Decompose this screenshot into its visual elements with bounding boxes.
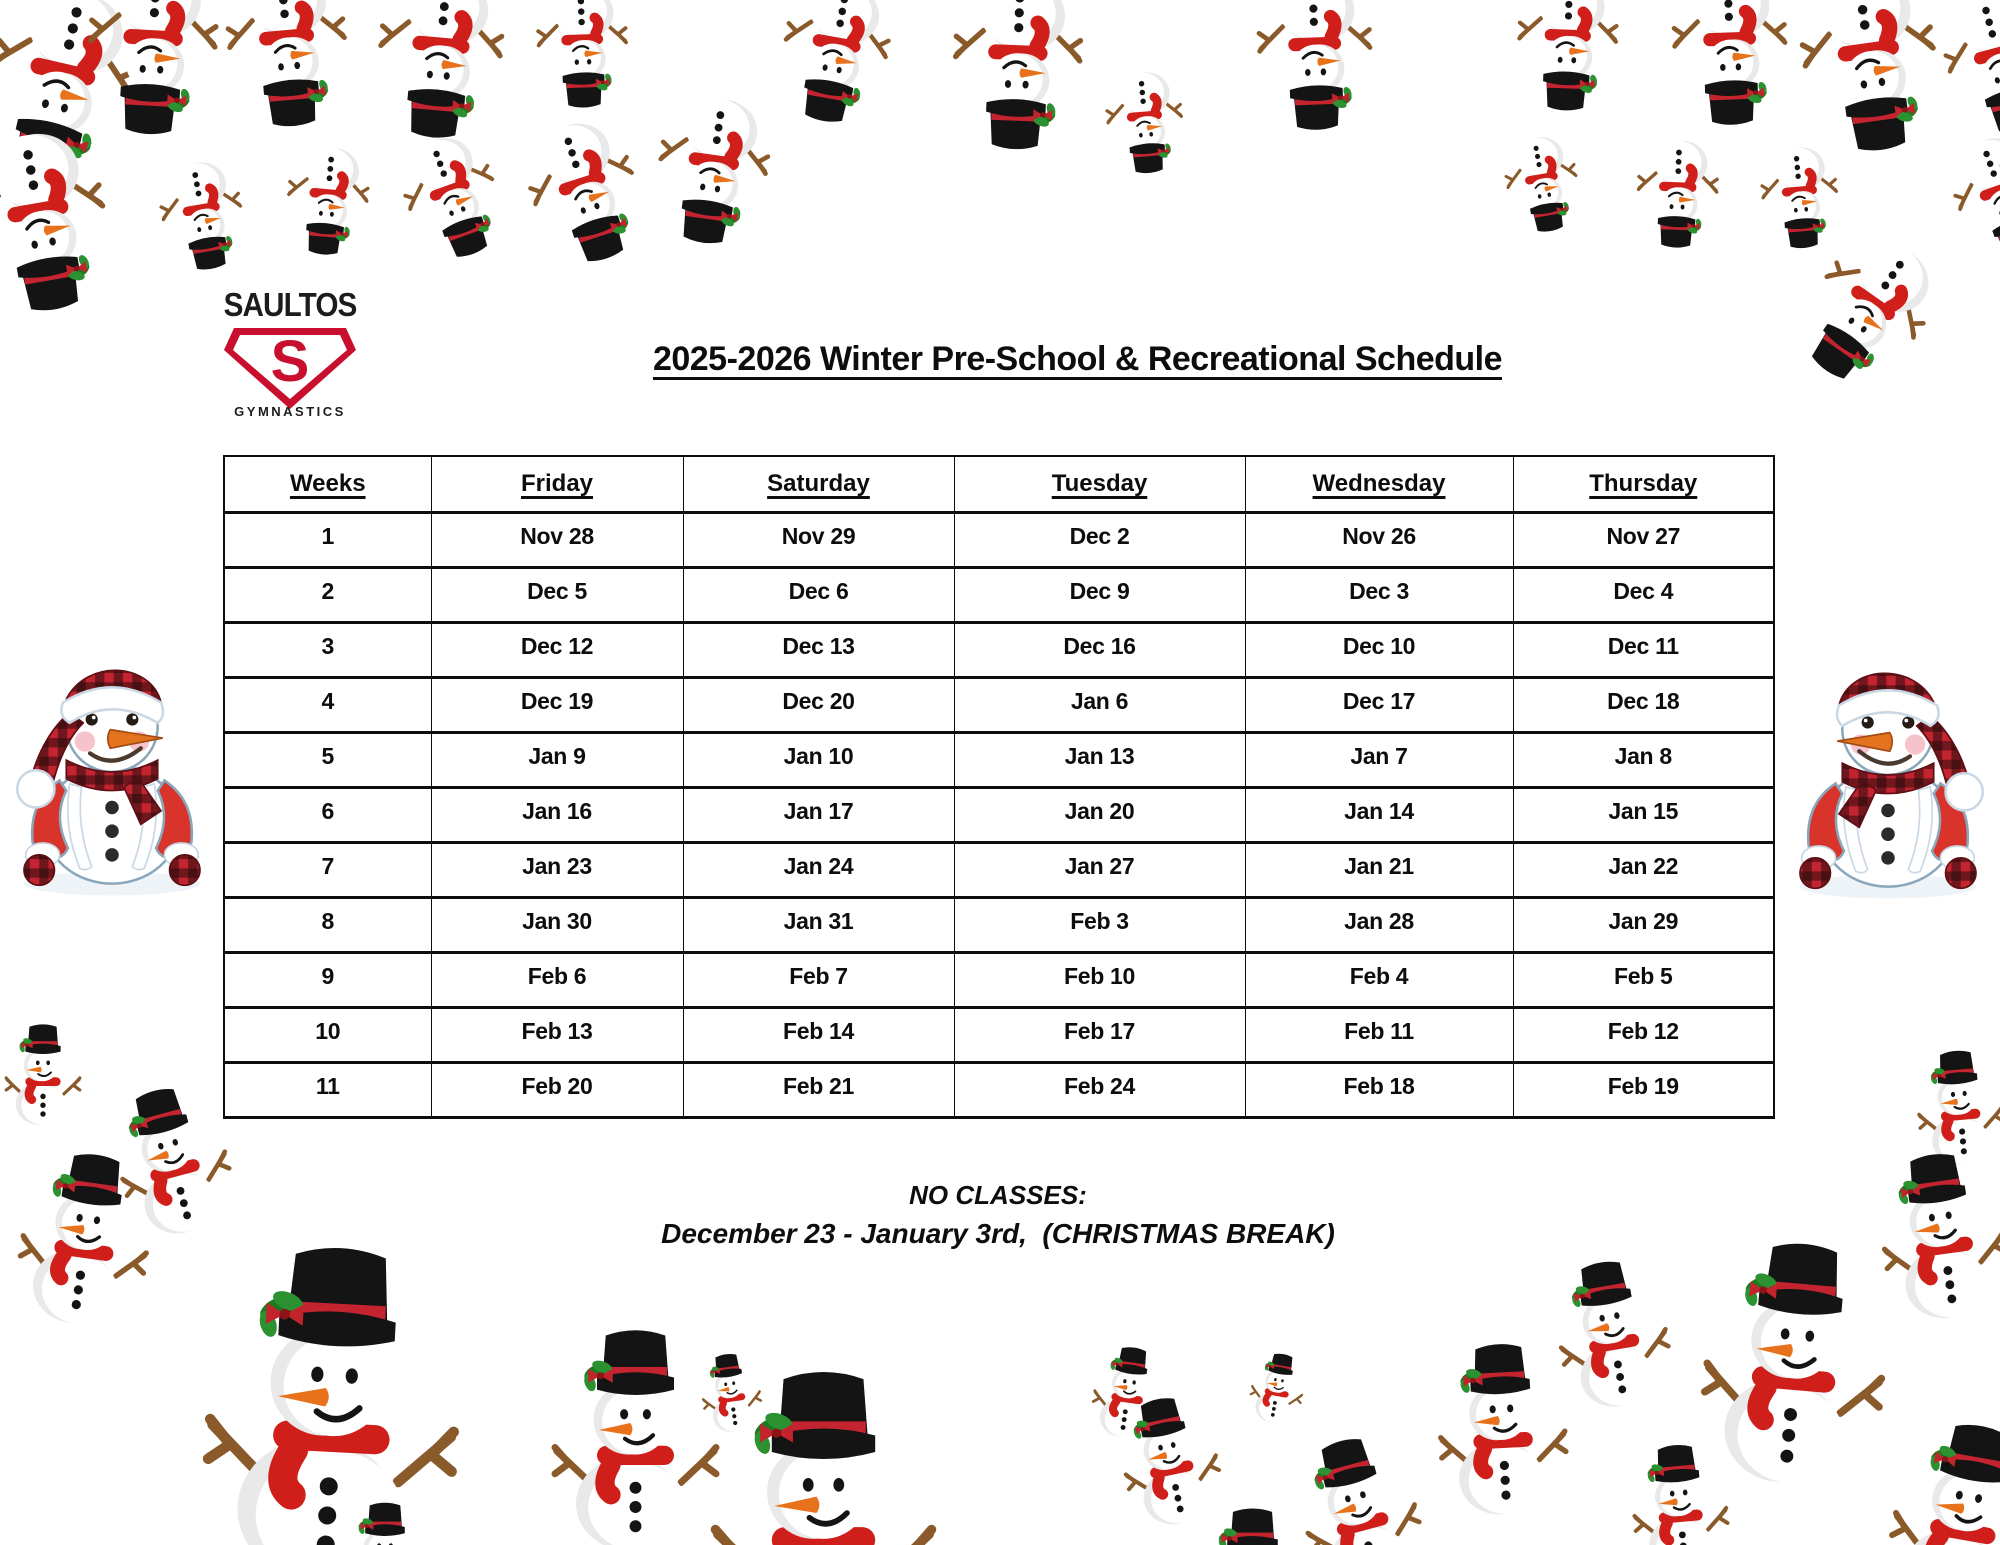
table-row — [224, 513, 1774, 568]
snowman-icon — [1910, 1044, 2000, 1170]
date-cell: Jan 14 — [1245, 788, 1513, 843]
inverted-snowman-icon — [0, 119, 125, 325]
date-cell: Jan 24 — [683, 843, 954, 898]
inverted-snowman-icon — [280, 142, 374, 261]
date-cell: Feb 12 — [1513, 1008, 1774, 1063]
week-cell: 11 — [224, 1063, 431, 1118]
table-row — [224, 678, 1774, 733]
date-cell: Feb 13 — [431, 1008, 683, 1063]
date-cell: Dec 11 — [1513, 623, 1774, 678]
schedule-table — [223, 455, 1775, 1119]
inverted-snowman-icon — [645, 88, 780, 254]
snowman-icon — [695, 1348, 768, 1438]
date-cell: Feb 3 — [954, 898, 1245, 953]
date-cell: Feb 14 — [683, 1008, 954, 1063]
date-cell: Feb 18 — [1245, 1063, 1513, 1118]
date-cell: Dec 13 — [683, 623, 954, 678]
page-title: 2025-2026 Winter Pre-School & Recreational Schedule — [652, 340, 1503, 378]
no-classes-heading: NO CLASSES: — [909, 1180, 1087, 1210]
snowman-icon — [1543, 1249, 1683, 1418]
inverted-snowman-icon — [80, 0, 224, 142]
inverted-snowman-icon — [386, 123, 518, 273]
plaid-snowman-icon — [1778, 648, 1998, 902]
inverted-snowman-icon — [768, 0, 902, 134]
date-cell: Feb 11 — [1245, 1008, 1513, 1063]
inverted-snowman-icon — [510, 107, 659, 279]
table-row — [224, 1063, 1774, 1118]
schedule-table-body — [224, 513, 1774, 1118]
date-cell: Dec 3 — [1245, 568, 1513, 623]
snowman-icon — [1624, 1438, 1735, 1545]
inverted-snowman-icon — [1756, 142, 1845, 254]
date-cell: Dec 17 — [1245, 678, 1513, 733]
snowman-icon — [1195, 1505, 1310, 1545]
plaid-snowman-icon — [2, 645, 222, 899]
date-cell: Feb 4 — [1245, 953, 1513, 1008]
table-row — [224, 843, 1774, 898]
date-cell: Feb 6 — [431, 953, 683, 1008]
date-cell: Dec 12 — [431, 623, 683, 678]
date-cell: Nov 26 — [1245, 513, 1513, 568]
date-cell: Feb 17 — [954, 1008, 1245, 1063]
table-row — [224, 1008, 1774, 1063]
snowman-icon — [1867, 1142, 2000, 1330]
date-cell: Dec 16 — [954, 623, 1245, 678]
week-cell: 7 — [224, 843, 431, 898]
inverted-snowman-icon — [1513, 0, 1623, 115]
date-cell: Jan 31 — [683, 898, 954, 953]
snowman-icon — [1689, 1230, 1900, 1496]
date-cell: Feb 7 — [683, 953, 954, 1008]
date-cell: Dec 6 — [683, 568, 954, 623]
week-cell: 6 — [224, 788, 431, 843]
no-classes-note — [223, 1180, 1773, 1250]
christmas-break-dates: December 23 - January 3rd, (CHRISTMAS BREAK) — [661, 1218, 1335, 1249]
week-cell: 9 — [224, 953, 431, 1008]
date-cell: Dec 2 — [954, 513, 1245, 568]
date-cell: Feb 19 — [1513, 1063, 1774, 1118]
table-row — [224, 733, 1774, 788]
date-cell: Nov 28 — [431, 513, 683, 568]
snowman-icon — [1430, 1337, 1574, 1522]
date-cell: Feb 5 — [1513, 953, 1774, 1008]
date-cell: Dec 5 — [431, 568, 683, 623]
table-row — [224, 788, 1774, 843]
column-header-thursday: Thursday — [1513, 456, 1774, 513]
schedule-table-header — [224, 456, 1774, 513]
inverted-snowman-icon — [1252, 0, 1377, 135]
table-row — [224, 623, 1774, 678]
inverted-snowman-icon — [1928, 0, 2000, 147]
week-cell: 1 — [224, 513, 431, 568]
logo-subtitle-text: GYMNASTICS — [234, 404, 346, 419]
date-cell: Jan 20 — [954, 788, 1245, 843]
snowman-icon — [706, 1365, 941, 1545]
week-cell: 2 — [224, 568, 431, 623]
date-cell: Dec 20 — [683, 678, 954, 733]
logo-brand-text: SAULTOS — [223, 286, 357, 323]
header-row — [224, 456, 1774, 513]
snowman-icon — [191, 1233, 474, 1545]
inverted-snowman-icon — [1633, 137, 1722, 252]
date-cell: Jan 6 — [954, 678, 1245, 733]
snowman-icon — [1244, 1348, 1311, 1429]
inverted-snowman-icon — [533, 0, 632, 112]
date-cell: Jan 7 — [1245, 733, 1513, 788]
date-cell: Jan 30 — [431, 898, 683, 953]
column-header-friday: Friday — [431, 456, 683, 513]
column-header-tuesday: Tuesday — [954, 456, 1245, 513]
inverted-snowman-icon — [1667, 0, 1792, 130]
date-cell: Jan 9 — [431, 733, 683, 788]
date-cell: Jan 17 — [683, 788, 954, 843]
date-cell: Feb 20 — [431, 1063, 683, 1118]
date-cell: Dec 10 — [1245, 623, 1513, 678]
week-cell: 8 — [224, 898, 431, 953]
week-cell: 10 — [224, 1008, 431, 1063]
inverted-snowman-icon — [218, 0, 357, 135]
date-cell: Jan 23 — [431, 843, 683, 898]
date-cell: Jan 16 — [431, 788, 683, 843]
snowman-icon — [1874, 1408, 2000, 1545]
date-cell: Nov 27 — [1513, 513, 1774, 568]
date-cell: Jan 15 — [1513, 788, 1774, 843]
snowman-icon — [3, 1022, 83, 1128]
date-cell: Jan 8 — [1513, 733, 1774, 788]
date-cell: Feb 10 — [954, 953, 1245, 1008]
inverted-snowman-icon — [368, 0, 512, 147]
column-header-weeks: Weeks — [224, 456, 431, 513]
table-row — [224, 953, 1774, 1008]
date-cell: Dec 9 — [954, 568, 1245, 623]
column-header-saturday: Saturday — [683, 456, 954, 513]
date-cell: Jan 13 — [954, 733, 1245, 788]
date-cell: Dec 18 — [1513, 678, 1774, 733]
inverted-snowman-icon — [1497, 129, 1588, 240]
inverted-snowman-icon — [0, 0, 155, 197]
inverted-snowman-icon — [151, 153, 254, 278]
table-row — [224, 898, 1774, 953]
week-cell: 5 — [224, 733, 431, 788]
date-cell: Feb 21 — [683, 1063, 954, 1118]
date-cell: Dec 4 — [1513, 568, 1774, 623]
date-cell: Feb 24 — [954, 1063, 1245, 1118]
date-cell: Jan 28 — [1245, 898, 1513, 953]
inverted-snowman-icon — [1101, 67, 1190, 179]
date-cell: Jan 29 — [1513, 898, 1774, 953]
inverted-snowman-icon — [947, 0, 1088, 155]
date-cell: Dec 19 — [431, 678, 683, 733]
week-cell: 4 — [224, 678, 431, 733]
snowman-icon — [340, 1500, 430, 1545]
snowman-icon — [1086, 1340, 1171, 1444]
date-cell: Nov 29 — [683, 513, 954, 568]
snowman-icon — [6, 1141, 164, 1336]
date-cell: Jan 21 — [1245, 843, 1513, 898]
svg-text:S: S — [270, 329, 310, 394]
table-row — [224, 568, 1774, 623]
inverted-snowman-icon — [1788, 0, 1952, 164]
week-cell: 3 — [224, 623, 431, 678]
date-cell: Jan 27 — [954, 843, 1245, 898]
snowman-icon — [1282, 1422, 1439, 1545]
column-header-wednesday: Wednesday — [1245, 456, 1513, 513]
snowman-icon — [1107, 1386, 1232, 1536]
snowman-icon — [548, 1325, 723, 1545]
date-cell: Jan 22 — [1513, 843, 1774, 898]
inverted-snowman-icon — [1936, 123, 2000, 273]
date-cell: Jan 10 — [683, 733, 954, 788]
